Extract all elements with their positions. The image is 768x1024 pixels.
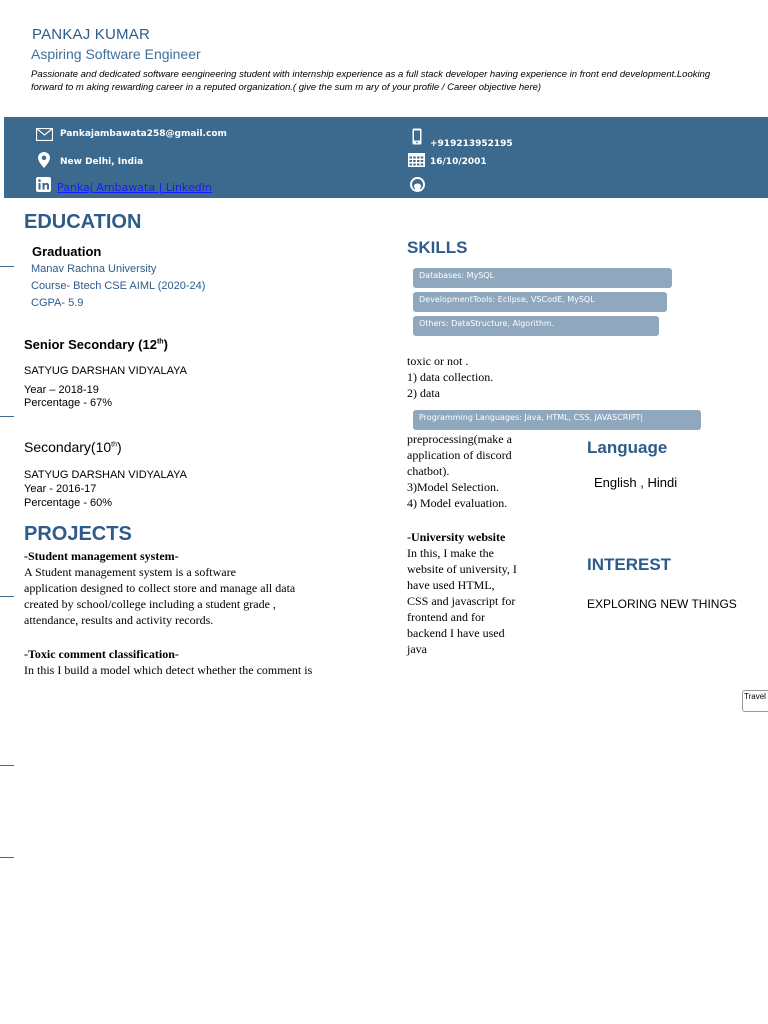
language-heading: Language <box>587 438 668 457</box>
project-toxic-line: In this I build a model which detect whether the comment is <box>24 663 313 677</box>
text-line: frontend and for <box>407 610 485 624</box>
senior-secondary-percentage: Percentage - 67% <box>24 397 113 409</box>
text-line: chatbot). <box>407 464 450 478</box>
skills-heading: SKILLS <box>407 238 468 257</box>
text-line: toxic or not . <box>407 354 469 368</box>
project-toxic-steps <box>407 431 512 511</box>
linkedin-link[interactable]: Pankaj Ambawata | LinkedIn <box>57 181 212 194</box>
secondary-heading: Secondary(10th) <box>24 439 122 455</box>
location-pin-icon <box>35 152 53 172</box>
graduation-school: Manav Rachna University <box>31 263 157 275</box>
projects-heading: PROJECTS <box>24 523 132 545</box>
project-university-title: -University website <box>407 530 506 544</box>
graduation-cgpa: CGPA- 5.9 <box>31 297 84 309</box>
text-line: created by school/college including a student grade , <box>24 597 276 611</box>
text-line: 3)Model Selection. <box>407 480 499 494</box>
travel-tag: Travel <box>742 690 768 712</box>
location-text: New Delhi, India <box>60 157 144 167</box>
job-title: Aspiring Software Engineer <box>31 46 201 62</box>
text-line: website of university, I <box>407 562 517 576</box>
text-line: preprocessing(make a <box>407 432 512 446</box>
text-line: 2) data <box>407 386 440 400</box>
margin-tick <box>0 416 14 417</box>
secondary-year: Year - 2016-17 <box>24 483 97 495</box>
margin-tick <box>0 266 14 267</box>
senior-secondary-year: Year – 2018-19 <box>24 384 99 396</box>
phone-icon <box>408 128 426 149</box>
text-line: 1) data collection. <box>407 370 494 384</box>
text-line: attendance, results and activity records. <box>24 613 214 627</box>
margin-tick <box>0 765 14 766</box>
github-icon[interactable] <box>408 177 426 196</box>
secondary-percentage: Percentage - 60% <box>24 497 113 509</box>
margin-tick <box>0 857 14 858</box>
senior-secondary-heading: Senior Secondary (12th) <box>24 337 168 352</box>
envelope-icon <box>35 128 53 145</box>
text-line: A Student management system is a software <box>24 565 236 579</box>
text-line: application of discord <box>407 448 512 462</box>
project-sms-description <box>24 564 394 628</box>
interest-heading: INTEREST <box>587 555 672 574</box>
skill-item: Databases: MySQL <box>413 268 672 288</box>
text-line: In this, I make the <box>407 546 494 560</box>
linkedin-icon[interactable] <box>34 177 52 196</box>
project-sms-title: -Student management system- <box>24 549 179 563</box>
text-line: java <box>407 642 427 656</box>
dob-text: 16/10/2001 <box>430 157 487 167</box>
text-line: have used HTML, <box>407 578 495 592</box>
language-value: English , Hindi <box>594 475 678 490</box>
candidate-name: PANKAJ KUMAR <box>32 26 150 43</box>
email-text: Pankajambawata258@gmail.com <box>60 129 227 139</box>
text-line: application designed to collect store and manage all data <box>24 581 296 595</box>
project-university-description <box>407 545 517 657</box>
skill-item: Others: DataStructure, Algorithm. <box>413 316 659 336</box>
phone-text: +919213952195 <box>430 139 513 149</box>
text-line: backend I have used <box>407 626 505 640</box>
skill-item: DevelopmentTools: Eclipse, VSCodE, MySQL <box>413 292 667 312</box>
education-heading: EDUCATION <box>24 211 142 233</box>
margin-tick <box>0 596 14 597</box>
text-line: 4) Model evaluation. <box>407 496 508 510</box>
profile-summary: Passionate and dedicated software eengineering student with internship experience as a full stack developer having experience in front end development.Looking forward to m aking rewarding career in a reputed organization.( give the sum m ary of your profile / Career objective here) <box>31 69 711 93</box>
senior-secondary-school: SATYUG DARSHAN VIDYALAYA <box>24 365 188 377</box>
project-toxic-continued <box>407 353 493 401</box>
calendar-icon <box>407 153 425 171</box>
text-line: CSS and javascript for <box>407 594 516 608</box>
graduation-heading: Graduation <box>32 244 102 259</box>
interest-value: EXPLORING NEW THINGS <box>587 597 737 611</box>
secondary-school: SATYUG DARSHAN VIDYALAYA <box>24 469 188 481</box>
skill-programming: Programming Languages: Java, HTML, CSS, JAVASCRIPT| <box>413 410 701 430</box>
graduation-course: Course- Btech CSE AIML (2020-24) <box>31 280 206 292</box>
project-toxic-title: -Toxic comment classification- <box>24 647 179 661</box>
